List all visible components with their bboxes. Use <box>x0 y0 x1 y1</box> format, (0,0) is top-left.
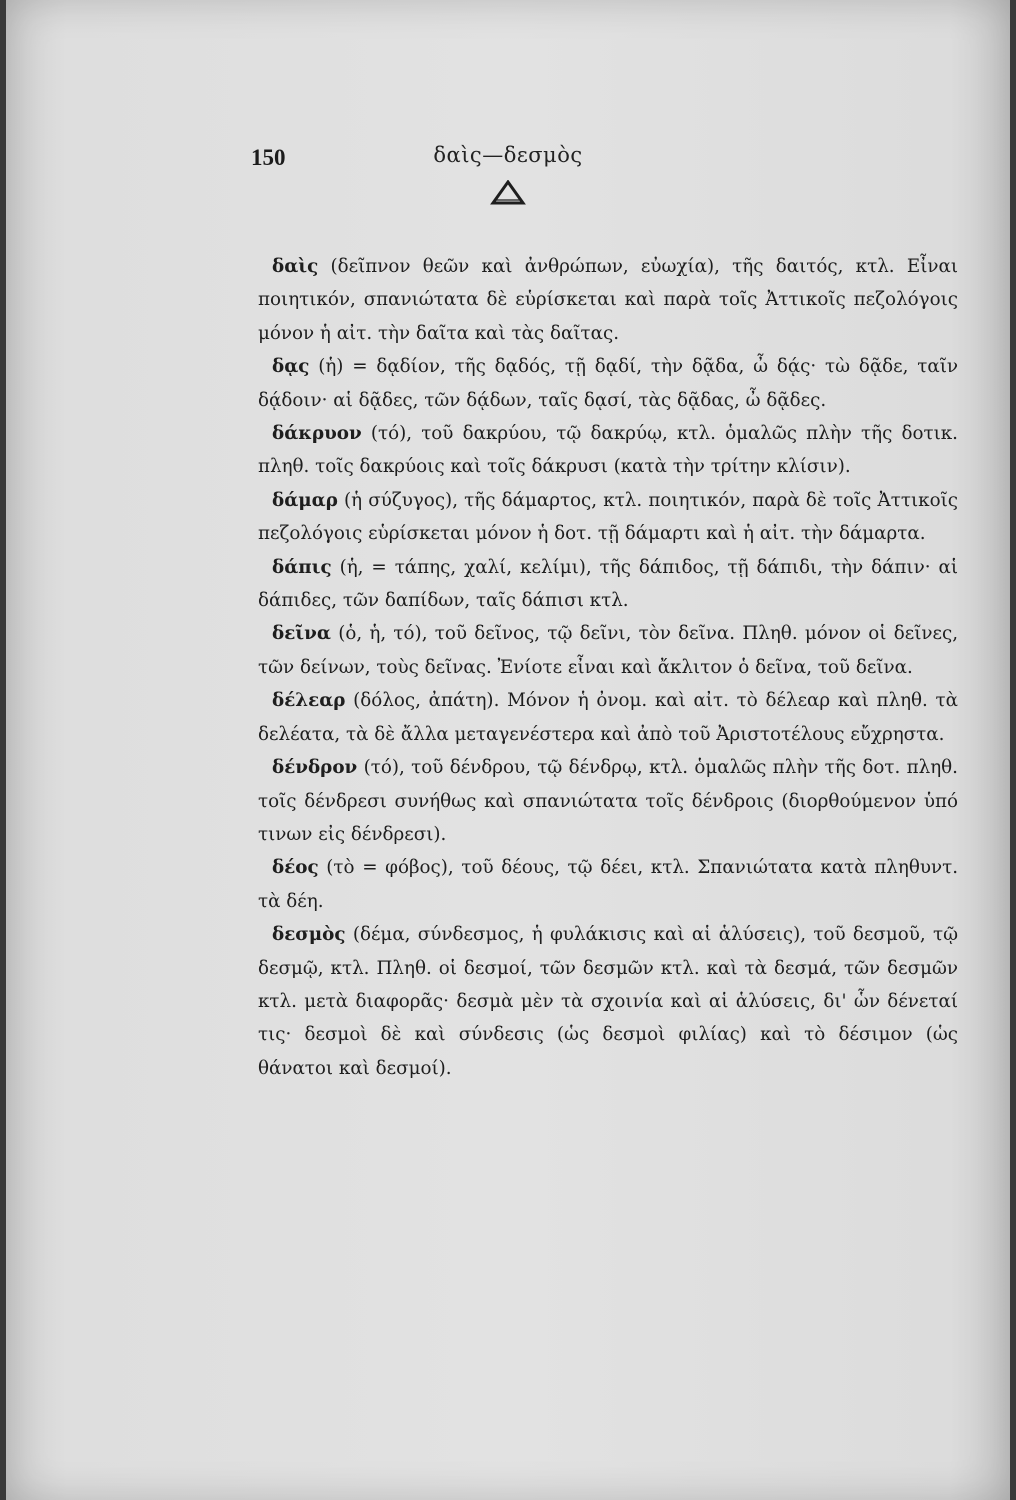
entry-text: (ἡ, = τάπης, χαλί, κελίμι), τῆς δάπιδος, τῇ δάπιδι, τὴν δάπιν· αἱ δάπιδες, τῶν δαπίδων, ταῖς δάπισι κτλ. <box>258 556 958 612</box>
entry-text: (δεῖπνον θεῶν καὶ ἀνθρώπων, εὐωχία), τῆς δαιτός, κτλ. Εἶναι ποιητικόν, σπανιώτατα δὲ εὑρίσκεται καὶ παρὰ τοῖς Ἀττικοῖς πεζολόγοις μόνον ἡ αἰτ. τὴν δαῖτα καὶ τὰς δαῖτας. <box>258 256 958 344</box>
entry-das <box>258 350 958 417</box>
headword: δέλεαρ <box>272 690 346 712</box>
entry-dapis <box>258 551 958 618</box>
entry-deina <box>258 617 958 684</box>
entry-text: (ἡ) = δᾳδίον, τῆς δᾳδός, τῇ δᾳδί, τὴν δᾷδα, ὦ δᾴς· τὼ δᾷδε, ταῖν δᾴδοιν· αἱ δᾷδες, τῶν δᾴδων, ταῖς δᾳσί, τὰς δᾷδας, ὦ δᾷδες. <box>258 356 959 411</box>
entry-desmos <box>258 918 958 1085</box>
entry-text: (τό), τοῦ δένδρου, τῷ δένδρῳ, κτλ. ὁμαλῶς πλὴν τῆς δοτ. πληθ. τοῖς δένδρεσι συνήθως καὶ σπανιώτατα τοῖς δένδροις (διορθούμενον ὑπό τινων εἰς δένδρεσι). <box>258 757 958 845</box>
book-page <box>6 0 1010 1500</box>
page-number: 150 <box>251 145 286 170</box>
entry-text: (δέμα, σύνδεσμος, ἡ φυλάκισις καὶ αἱ ἁλύσεις), τοῦ δεσμοῦ, τῷ δεσμῷ, κτλ. Πληθ. οἱ δεσμοί, τῶν δεσμῶν κτλ. καὶ τὰ δεσμά, τῶν δεσμῶν κτλ. μετὰ διαφορᾶς· δεσμὰ μὲν τὰ σχοινία καὶ αἱ ἁλύσεις, δι' ὧν δένεταί τις· δεσμοὶ δὲ καὶ σύνδεσις (ὡς δεσμοὶ φιλίας) καὶ τὸ δέσιμον (ὡς θάνατοι καὶ δεσμοί). <box>258 924 958 1079</box>
headword: δαὶς <box>272 256 319 277</box>
entry-dais <box>258 250 958 350</box>
entry-text: (τό), τοῦ δακρύου, τῷ δακρύῳ, κτλ. ὁμαλῶς πλὴν τῆς δοτικ. πληθ. τοῖς δακρύοις καὶ τοῖς δάκρυσι (κατὰ τὴν τρίτην κλίσιν). <box>258 423 958 478</box>
delta-ornament-icon <box>490 180 526 206</box>
section-letter <box>6 180 1010 211</box>
headword: δένδρον <box>272 757 358 779</box>
entry-dendron <box>258 751 958 851</box>
running-head: δαὶς—δεσμὸς <box>433 143 583 167</box>
entry-text: (ὁ, ἡ, τό), τοῦ δεῖνος, τῷ δεῖνι, τὸν δεῖνα. Πληθ. μόνον οἱ δεῖνες, τῶν δείνων, τοὺς δεῖνας. Ἐνίοτε εἶναι καὶ ἄκλιτον ὁ δεῖνα, τοῦ δεῖνα. <box>258 623 959 678</box>
entry-text: (τὸ = φόβος), τοῦ δέους, τῷ δέει, κτλ. Σπανιώτατα κατὰ πληθυντ. τὰ δέη. <box>258 857 959 912</box>
dictionary-entries <box>258 250 958 1085</box>
entry-text: (δόλος, ἀπάτη). Μόνον ἡ ὀνομ. καὶ αἰτ. τὸ δέλεαρ καὶ πληθ. τὰ δελέατα, τὰ δὲ ἄλλα μεταγενέστερα καὶ ἀπὸ τοῦ Ἀριστοτέλους εὔχρηστα. <box>258 690 958 745</box>
headword: δεσμὸς <box>272 924 346 946</box>
entry-damar <box>258 484 958 551</box>
headword: δάπις <box>272 556 332 578</box>
headword: δάμαρ <box>272 489 338 511</box>
headword: δάκρυον <box>272 423 362 445</box>
headword: δέος <box>272 857 319 879</box>
entry-deos <box>258 851 958 918</box>
entry-text: (ἡ σύζυγος), τῆς δάμαρτος, κτλ. ποιητικόν, παρὰ δὲ τοῖς Ἀττικοῖς πεζολόγοις εὑρίσκεται μόνον ἡ δοτ. τῇ δάμαρτι καὶ ἡ αἰτ. τὴν δάμαρτα. <box>258 489 958 545</box>
headword: δεῖνα <box>272 623 331 645</box>
headword: δᾳς <box>272 356 310 378</box>
entry-dakryon <box>258 417 958 484</box>
entry-delear <box>258 684 958 751</box>
